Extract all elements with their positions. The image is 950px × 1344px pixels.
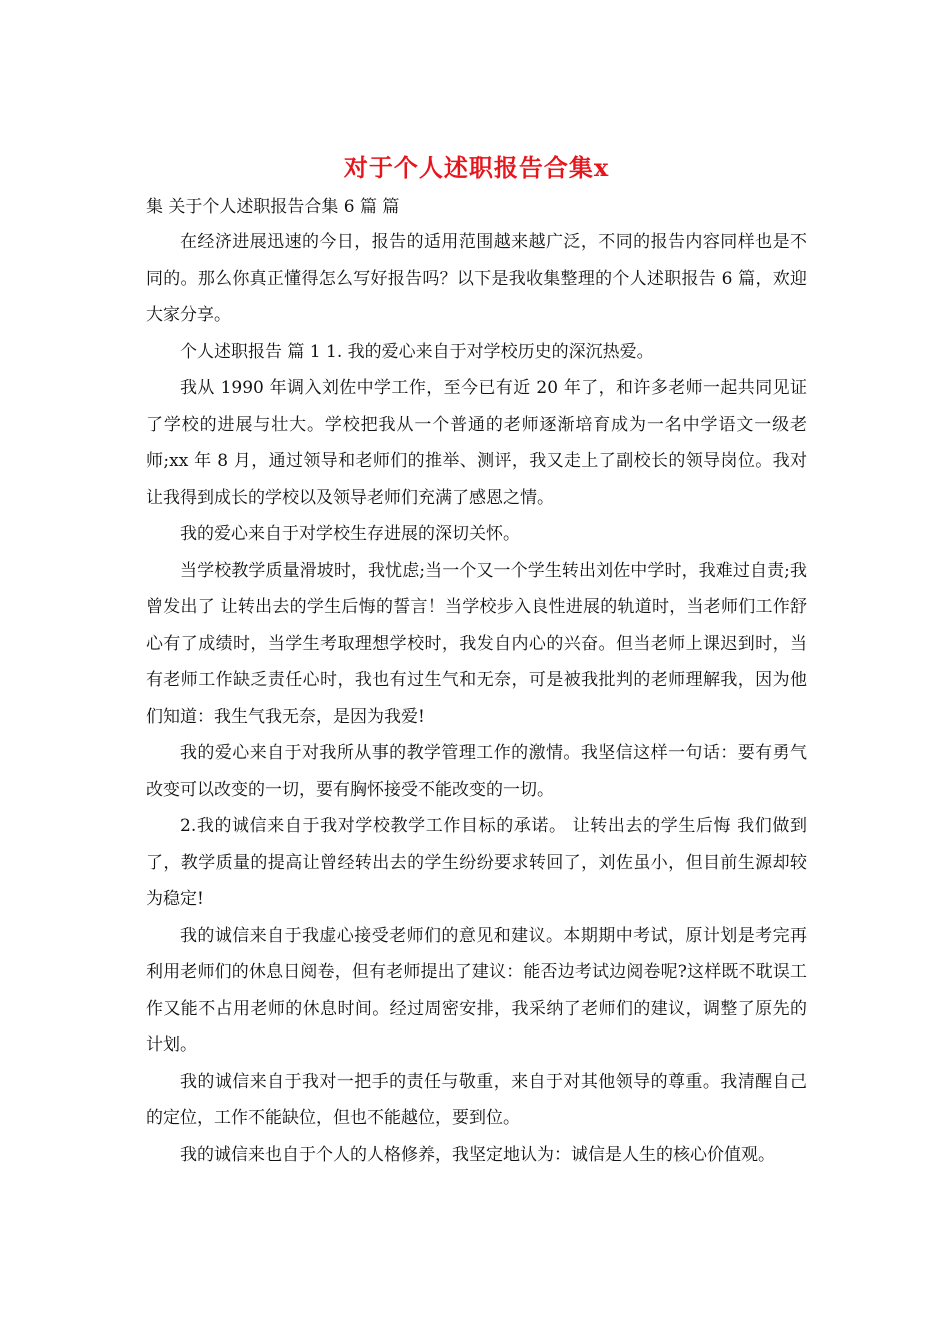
paragraph: 2.我的诚信来自于我对学校教学工作目标的承诺。 让转出去的学生后悔 我们做到了，教学质量的提高让曾经转出去的学生纷纷要求转回了，刘佐虽小，但目前生源却较为稳定! (146, 816, 807, 909)
paragraph: 当学校教学质量滑坡时，我忧虑;当一个又一个学生转出刘佐中学时，我难过自责;我曾发出了 让转出去的学生后悔的誓言！当学校步入良性进展的轨道时，当老师们工作舒心有了成绩时，当学生考取理想学校时，我发自内心的兴奋。但当老师上课迟到时，当有老师工作缺乏责任心时，我也有过生气和无奈，可是被我批判的老师理解我，因为他们知道：我生气我无奈，是因为我爱! (146, 560, 807, 727)
paragraph: 我的诚信来也自于个人的人格修养，我坚定地认为：诚信是人生的核心价值观。 (180, 1144, 775, 1165)
document-title: 对于个人述职报告合集x (343, 153, 610, 182)
paragraph: 我的诚信来自于我虚心接受老师们的意见和建议。本期期中考试，原计划是考完再利用老师们的休息日阅卷，但有老师提出了建议：能否边考试边阅卷呢?这样既不耽误工作又能不占用老师的休息时间。经过周密安排，我采纳了老师们的建议，调整了原先的计划。 (146, 925, 807, 1055)
paragraph: 我的爱心来自于对我所从事的教学管理工作的激情。我坚信这样一句话：要有勇气改变可以改变的一切，要有胸怀接受不能改变的一切。 (146, 743, 807, 800)
paragraph: 在经济进展迅速的今日，报告的适用范围越来越广泛，不同的报告内容同样也是不同的。那么你真正懂得怎么写好报告吗？以下是我收集整理的个人述职报告 6 篇，欢迎大家分享。 (146, 232, 807, 325)
document-subtitle: 集 关于个人述职报告合集 6 篇 篇 (146, 197, 400, 217)
paragraph: 个人述职报告 篇 1 1. 我的爱心来自于对学校历史的深沉热爱。 (180, 341, 654, 362)
paragraph: 我的爱心来自于对学校生存进展的深切关怀。 (180, 524, 520, 544)
paragraph: 我的诚信来自于我对一把手的责任与敬重，来自于对其他领导的尊重。我清醒自己的定位，工作不能缺位，但也不能越位，要到位。 (146, 1071, 807, 1128)
paragraph: 我从 1990 年调入刘佐中学工作，至今已有近 20 年了，和许多老师一起共同见证了学校的进展与壮大。学校把我从一个普通的老师逐渐培育成为一名中学语文一级老师;xx 年 8 月，通过领导和老师们的推举、测评，我又走上了副校长的领导岗位。我对让我得到成长的学校以及领导老师们充满了感恩之情。 (146, 378, 807, 508)
